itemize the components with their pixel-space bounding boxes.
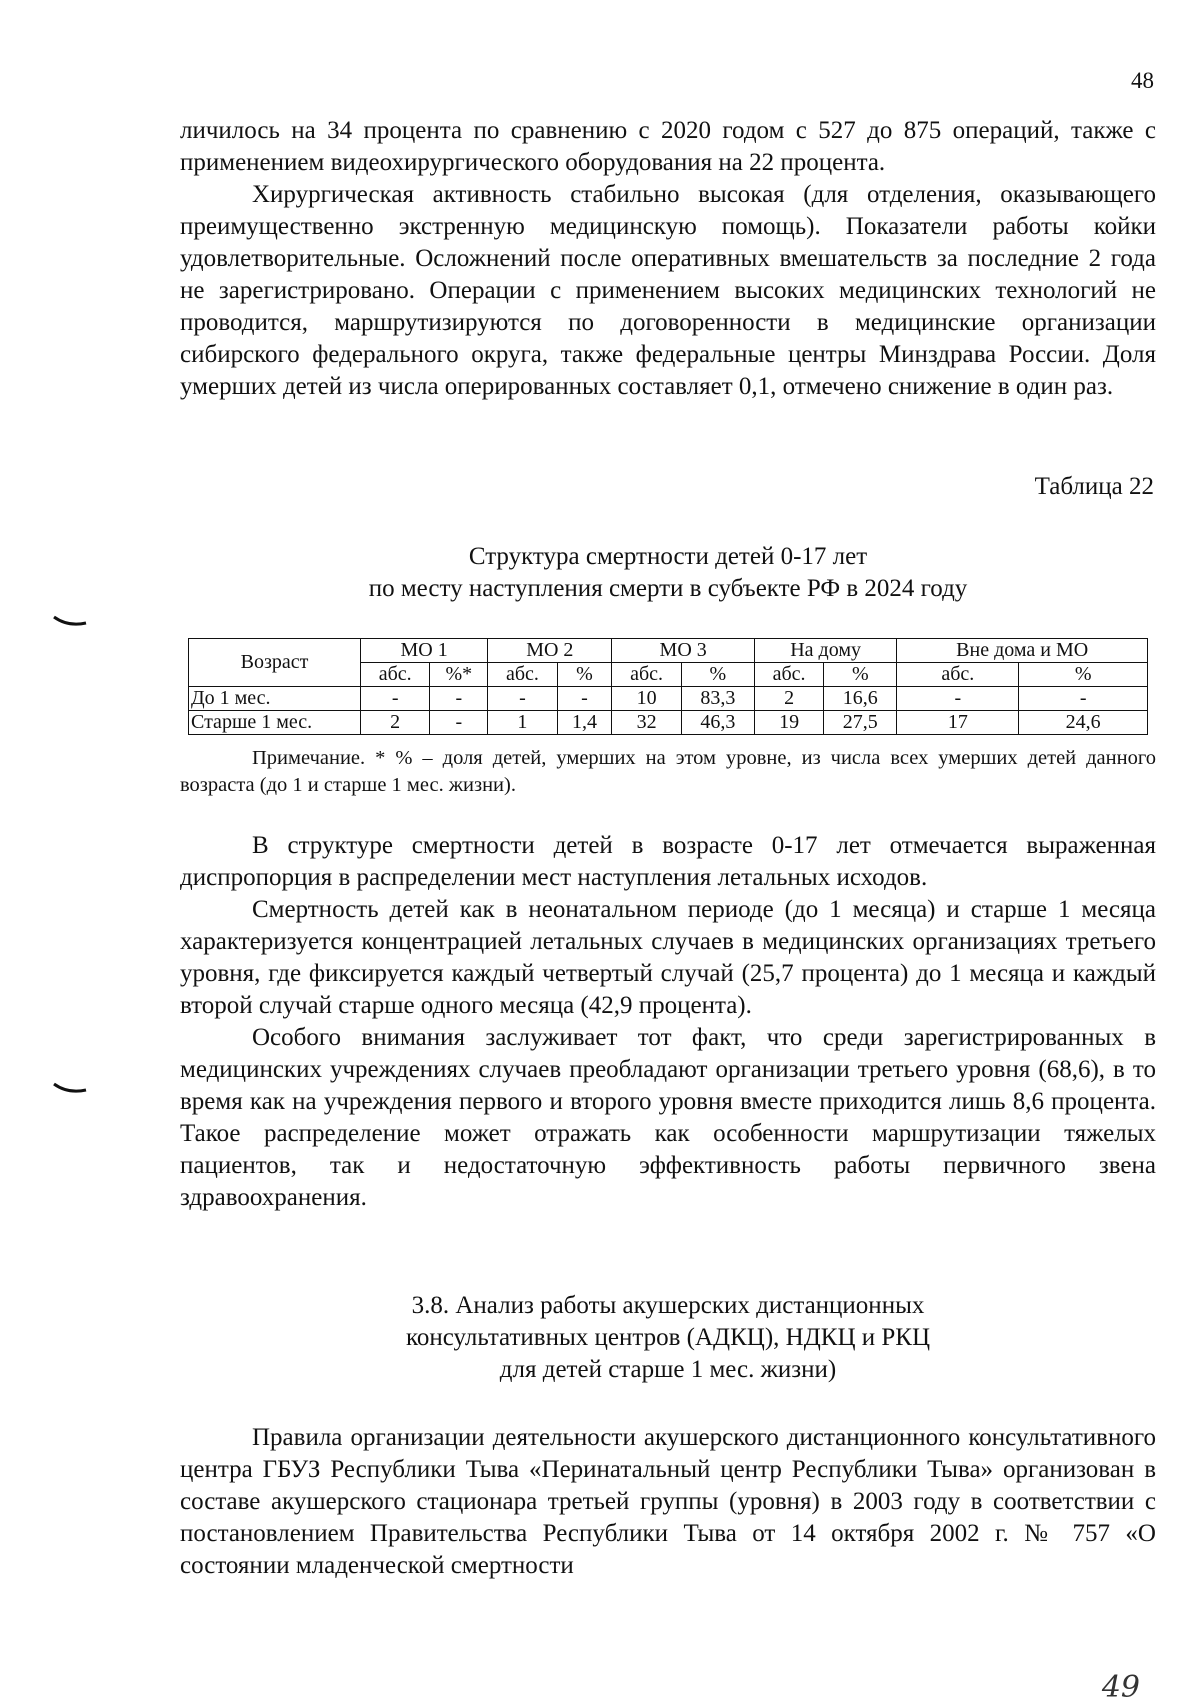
subheader-cell: абс. (754, 663, 823, 687)
table-cell: - (430, 687, 488, 711)
table-cell: 10 (612, 687, 681, 711)
mortality-table (188, 638, 1148, 735)
table-cell: - (897, 687, 1019, 711)
paragraph: Особого внимания заслуживает тот факт, что среди зарегистрированных в медицинских учреждениях случаев преобладают организации третьего уровня (68,6), в то время как на учреждения первого и второго уровня вместе приходится лишь 8,6 процента. Такое распределение может отражать как особенности маршрутизации тяжелых пациентов, так и недостаточную эффективность работы первичного звена здравоохранения. (180, 1024, 1156, 1211)
table-cell: - (1019, 687, 1148, 711)
paragraph: Смертность детей как в неонатальном периоде (до 1 месяца) и старше 1 месяца характеризуется концентрацией летальных случаев в медицинских организациях третьего уровня, где фиксируется каждый четвертый случай (25,7 процента) до 1 месяца и каждый второй случай старше одного месяца (42,9 процента). (180, 896, 1156, 1019)
table-cell: 27,5 (824, 711, 897, 735)
table-cell: 1,4 (557, 711, 612, 735)
table-cell: 46,3 (681, 711, 754, 735)
subheader-cell: % (824, 663, 897, 687)
table-cell: 32 (612, 711, 681, 735)
table-cell: - (488, 687, 557, 711)
note-text: Примечание. * % – доля детей, умерших на этом уровне, из числа всех умерших детей данного возраста (до 1 и старше 1 мес. жизни). (180, 747, 1156, 796)
page-number: 48 (1131, 68, 1154, 93)
table-label: Таблица 22 (1034, 473, 1154, 500)
table-note (180, 745, 1156, 799)
table-cell: 17 (897, 711, 1019, 735)
body-text (180, 830, 1156, 1214)
table-row (189, 711, 1148, 735)
table-cell: 2 (754, 687, 823, 711)
subheader-cell: % (557, 663, 612, 687)
table-cell: 1 (488, 711, 557, 735)
table-row (189, 687, 1148, 711)
intro-text (180, 115, 1156, 403)
subheader-cell: абс. (612, 663, 681, 687)
subheader-cell: абс. (488, 663, 557, 687)
scan-mark-icon (52, 1082, 88, 1094)
table-cell: - (430, 711, 488, 735)
paragraph: Хирургическая активность стабильно высокая (для отделения, оказывающего преимущественно экстренную медицинскую помощь). Показатели работы койки удовлетворительные. Осложнений после оперативных вмешательств за последние 2 года не зарегистрировано. Операции с применением высоких медицинских технологий не проводится, маршрутизируются по договоренности в медицинские организации сибирского федерального округа, также федеральные центры Минздрава России. Доля умерших детей из числа оперированных составляет 0,1, отмечено снижение в один раз. (180, 181, 1156, 400)
group-header: МО 2 (488, 639, 612, 663)
row-label: До 1 мес. (189, 687, 361, 711)
scan-mark-icon (52, 615, 88, 627)
section-heading-line: для детей старше 1 мес. жизни) (499, 1356, 837, 1383)
subheader-cell: абс. (361, 663, 430, 687)
subheader-cell: % (681, 663, 754, 687)
subheader-cell: % (1019, 663, 1148, 687)
section-heading-line: 3.8. Анализ работы акушерских дистанционных (411, 1292, 925, 1319)
group-header: Вне дома и МО (897, 639, 1148, 663)
table-title-line: Структура смертности детей 0-17 лет (468, 543, 868, 570)
row-label: Старше 1 мес. (189, 711, 361, 735)
section-heading (180, 1290, 1156, 1386)
table-title (180, 541, 1156, 605)
paragraph: Правила организации деятельности акушерского дистанционного консультативного центра ГБУЗ Республики Тыва «Перинатальный центр Республики Тыва» организован в составе акушерского стационара третьей группы (уровня) в 2003 году в соответствии с постановлением Правительства Республики Тыва от 14 октября 2002 г. № 757 «О состоянии младенческой смертности (180, 1424, 1156, 1579)
paragraph: личилось на 34 процента по сравнению с 2020 годом с 527 до 875 операций, также с применением видеохирургического оборудования на 22 процента. (180, 117, 1156, 176)
group-header: На дому (754, 639, 896, 663)
table-header-row (189, 639, 1148, 663)
section-heading-line: консультативных центров (АДКЦ), НДКЦ и РКЦ (405, 1324, 931, 1351)
table-cell: - (557, 687, 612, 711)
table-cell: 19 (754, 711, 823, 735)
subheader-cell: абс. (897, 663, 1019, 687)
group-header: МО 3 (612, 639, 754, 663)
table-cell: 16,6 (824, 687, 897, 711)
age-header: Возраст (189, 639, 361, 687)
table-cell: 24,6 (1019, 711, 1148, 735)
table-title-line: по месту наступления смерти в субъекте РФ в 2024 году (368, 575, 968, 602)
subheader-cell: %* (430, 663, 488, 687)
group-header: МО 1 (361, 639, 488, 663)
table-cell: - (361, 687, 430, 711)
final-text (180, 1422, 1156, 1582)
table-cell: 83,3 (681, 687, 754, 711)
handwritten-page-number: 49 (1101, 1670, 1140, 1705)
table-cell: 2 (361, 711, 430, 735)
paragraph: В структуре смертности детей в возрасте 0-17 лет отмечается выраженная диспропорция в распределении мест наступления летальных исходов. (180, 832, 1156, 891)
